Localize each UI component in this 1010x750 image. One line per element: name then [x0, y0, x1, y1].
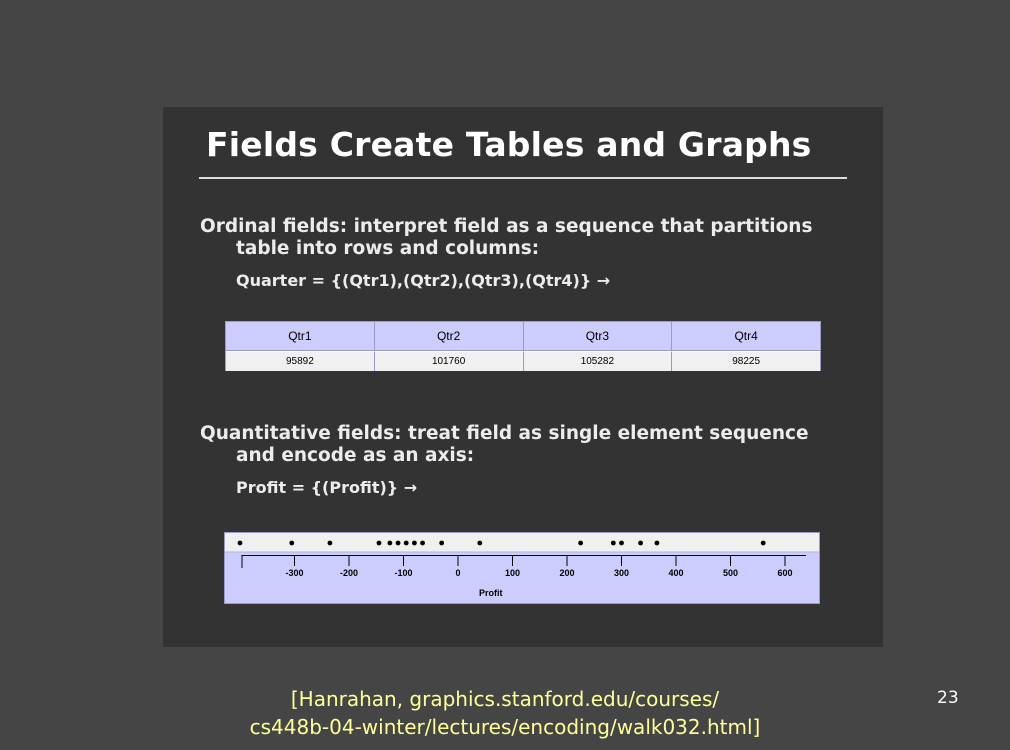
- tick-label: 200: [559, 568, 575, 578]
- data-point: [404, 541, 409, 546]
- tick-label: 0: [455, 568, 461, 578]
- tick-label: 600: [777, 568, 793, 578]
- data-point: [377, 541, 382, 546]
- table-row: [226, 350, 820, 371]
- profit-axis-chart: [224, 532, 820, 604]
- data-point: [420, 541, 425, 546]
- axis-title: Profit: [478, 588, 503, 598]
- tick-label: -200: [339, 568, 359, 578]
- ordinal-fields-text: [200, 216, 812, 260]
- table-header-cell: Qtr3: [524, 322, 673, 350]
- tick-label: 500: [722, 568, 739, 578]
- tick-label: 400: [668, 568, 684, 578]
- slide-panel: [163, 107, 883, 647]
- data-point: [578, 541, 583, 546]
- title-divider: [199, 177, 847, 179]
- table-cell: 95892: [226, 351, 375, 371]
- data-point: [761, 541, 766, 546]
- data-point: [477, 541, 482, 546]
- table-cell: 105282: [524, 351, 673, 371]
- ordinal-line-2: table into rows and columns:: [236, 238, 540, 259]
- quantitative-line-1: Quantitative fields: treat field as single element sequence: [200, 423, 809, 444]
- ordinal-line-1: Ordinal fields: interpret field as a sequence that partitions: [200, 216, 813, 237]
- quantitative-fields-text: [200, 423, 809, 467]
- table-cell: 98225: [672, 351, 820, 371]
- slide-title: Fields Create Tables and Graphs: [206, 125, 812, 164]
- data-point: [328, 541, 333, 546]
- citation-line-1: [Hanrahan, graphics.stanford.edu/courses/: [290, 687, 720, 711]
- tick-label: -100: [394, 568, 413, 578]
- data-point: [396, 541, 401, 546]
- tick-label: 300: [613, 568, 630, 578]
- table-cell: 101760: [375, 351, 524, 371]
- quarter-formula: Quarter = {(Qtr1),(Qtr2),(Qtr3),(Qtr4)} →: [236, 271, 611, 290]
- tick-label: -300: [285, 568, 304, 578]
- table-header-cell: Qtr1: [226, 322, 375, 350]
- data-point: [412, 541, 417, 546]
- data-point: [611, 541, 616, 546]
- citation-line-2: cs448b-04-winter/lectures/encoding/walk032.html]: [249, 715, 761, 739]
- table-header-row: [226, 322, 820, 350]
- data-point: [238, 541, 243, 546]
- profit-formula: Profit = {(Profit)} →: [236, 478, 418, 497]
- page-number: 23: [937, 688, 959, 708]
- profit-axis-svg: [224, 532, 820, 604]
- citation: [0, 685, 1010, 741]
- data-point: [387, 541, 392, 546]
- data-point: [289, 541, 294, 546]
- table-header-cell: Qtr2: [375, 322, 524, 350]
- data-point: [638, 541, 643, 546]
- tick-label: 100: [504, 568, 521, 578]
- data-point: [619, 541, 624, 546]
- quantitative-line-2: and encode as an axis:: [236, 445, 475, 466]
- table-header-cell: Qtr4: [734, 329, 758, 343]
- quarter-table: [225, 321, 821, 371]
- points-strip: [225, 533, 819, 552]
- data-point: [439, 541, 444, 546]
- data-point: [655, 541, 660, 546]
